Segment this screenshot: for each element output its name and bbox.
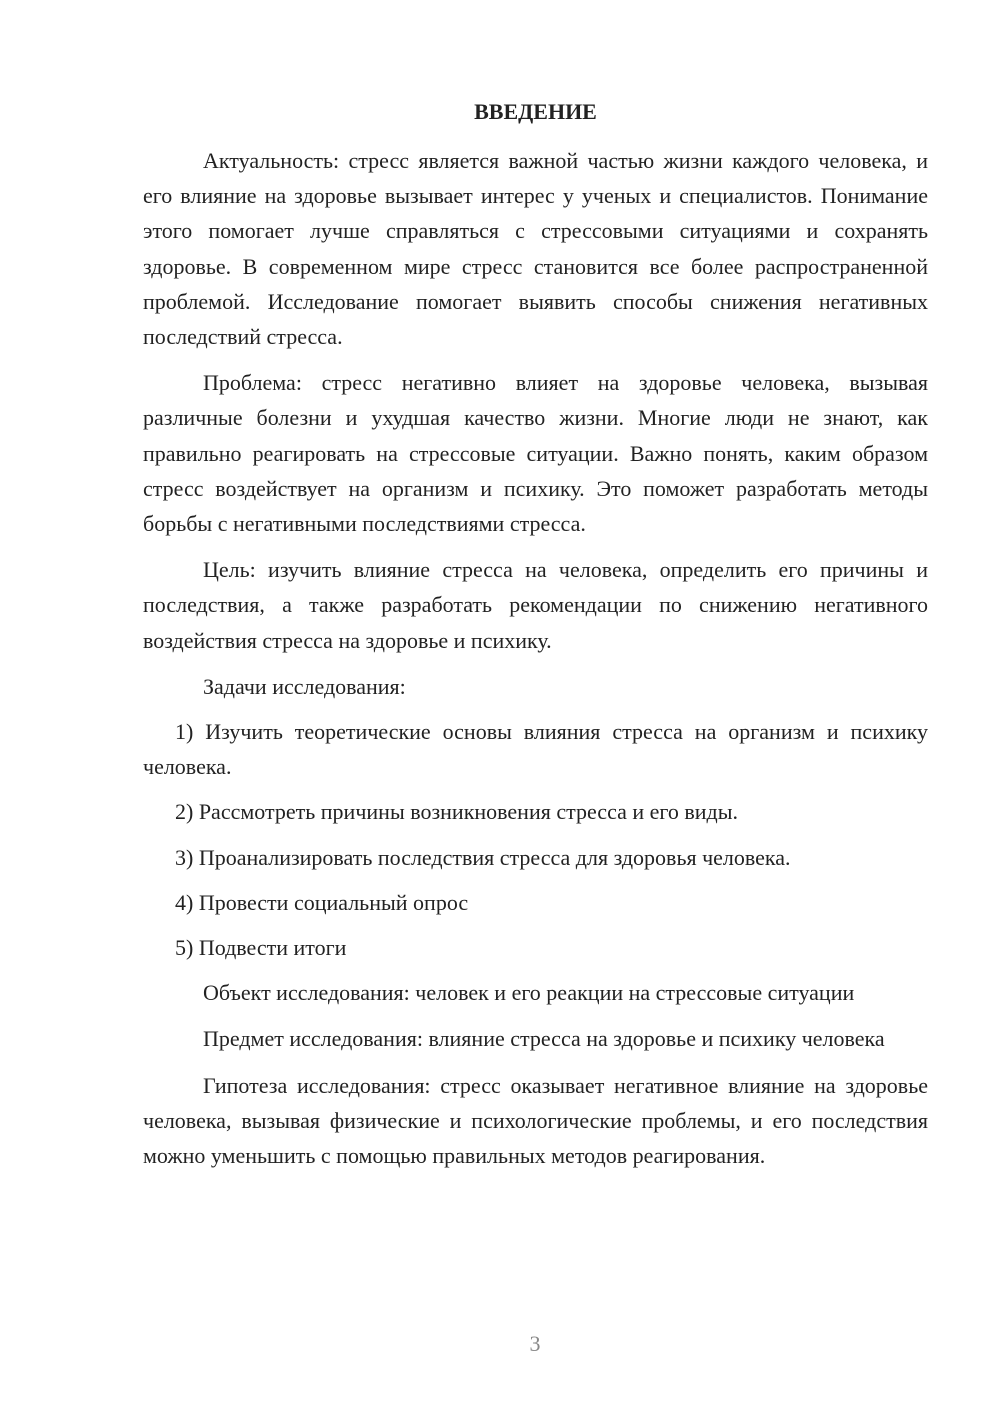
paragraph-problem: Проблема: стресс негативно влияет на здоровье человека, вызывая различные болезни и ухудшая качество жизни. Многие люди не знают, как правильно реагировать на стрессовые ситуации. Важно понять, каким образом стресс воздействует на организм и психику. Это поможет разработать методы борьбы с негативными последствиями стресса. (143, 370, 928, 537)
list-item-task-4: 4) Провести социальный опрос (175, 889, 469, 915)
paragraph-relevance: Актуальность: стресс является важной частью жизни каждого человека, и его влияние на здоровье вызывает интерес у ученых и специалистов. Понимание этого помогает лучше справляться с стрессовыми ситуациями и сохранять здоровье. В современном мире стресс становится все более распространенной проблемой. Исследование помогает выявить способы снижения негативных последствий стресса. (143, 148, 928, 350)
paragraph-object: Объект исследования: человек и его реакции на стрессовые ситуации (203, 980, 855, 1006)
page-title: ВВЕДЕНИЕ (474, 99, 597, 124)
page-content (143, 94, 928, 1184)
list-item-task-5: 5) Подвести итоги (175, 935, 347, 961)
list-item-task-2: 2) Рассмотреть причины возникновения стресса и его виды. (175, 799, 739, 825)
tasks-heading: Задачи исследования: (203, 673, 406, 699)
tasks-list (143, 714, 928, 965)
page-number: 3 (529, 1331, 541, 1356)
paragraph-hypothesis: Гипотеза исследования: стресс оказывает негативное влияние на здоровье человека, вызывая физические и психологические проблемы, и его последствия можно уменьшить с помощью правильных методов реагирования. (143, 1072, 928, 1169)
paragraph-subject: Предмет исследования: влияние стресса на здоровье и психику человека (203, 1026, 885, 1052)
paragraph-goal: Цель: изучить влияние стресса на человека, определить его причины и последствия, а также разработать рекомендации по снижению негативного воздействия стресса на здоровье и психику. (143, 557, 928, 653)
list-item-task-1: 1) Изучить теоретические основы влияния стресса на организм и психику человека. (143, 719, 928, 780)
list-item-task-3: 3) Проанализировать последствия стресса для здоровья человека. (175, 844, 791, 870)
